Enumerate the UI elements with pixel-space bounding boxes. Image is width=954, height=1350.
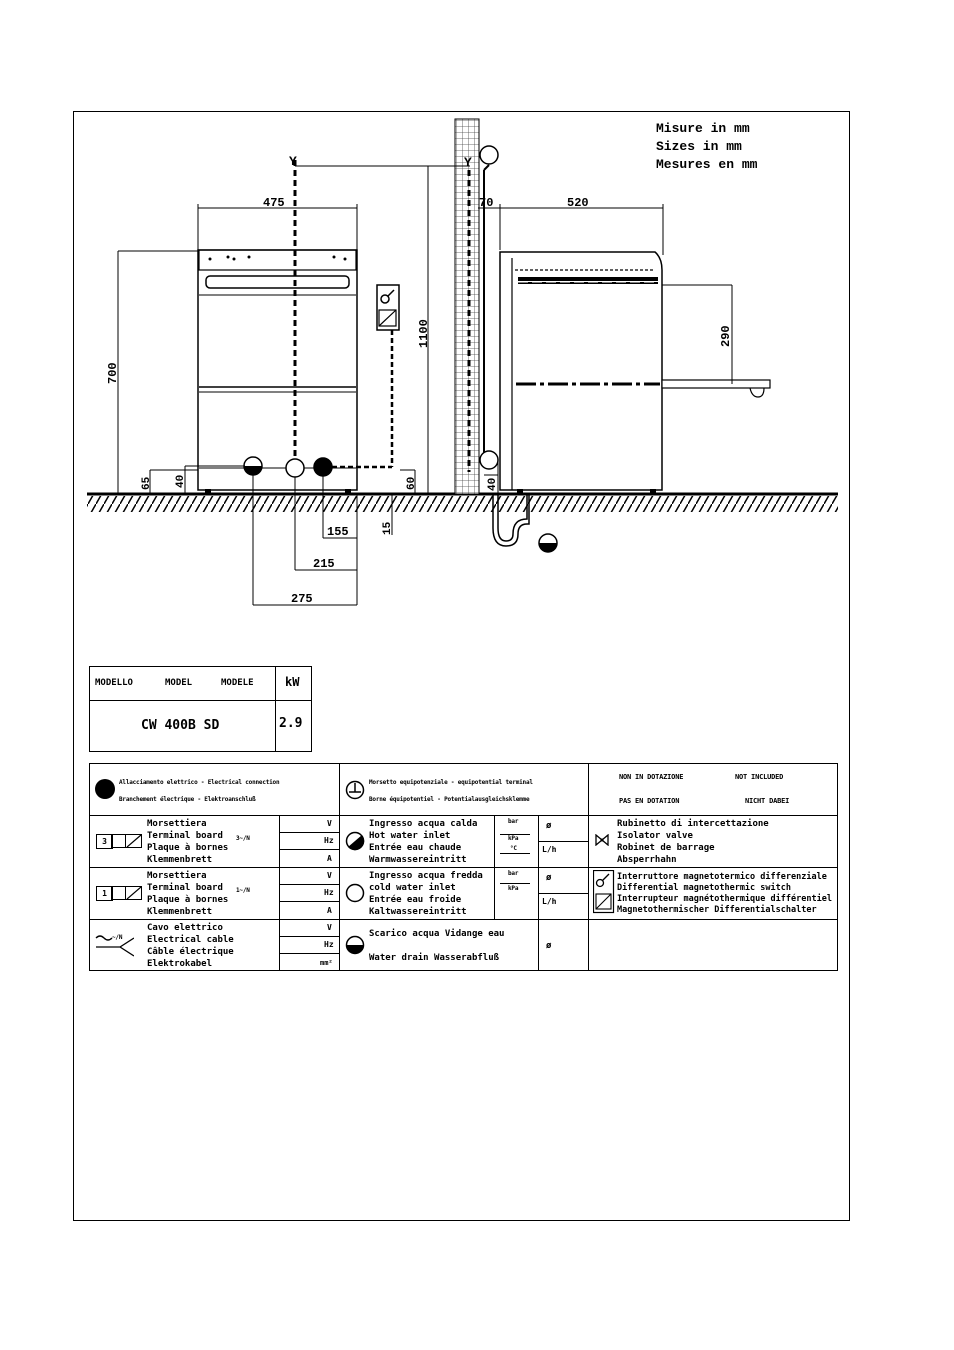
hot-water-it: Ingresso acqua calda	[369, 819, 478, 829]
isolator-valve-icon	[595, 834, 611, 846]
dim-40-side: 40	[487, 477, 499, 491]
wall-inlet-bottom	[480, 451, 498, 469]
valve-fr: Robinet de barrage	[617, 843, 715, 853]
hot-celsius: °C	[510, 845, 517, 852]
unit-a-1: A	[327, 854, 332, 863]
cold-diameter: ø	[546, 873, 552, 883]
wall-inlet-top	[480, 146, 498, 164]
dim-520: 520	[567, 196, 589, 210]
cable-fr: Câble électrique	[147, 947, 234, 957]
model-kw: 2.9	[279, 716, 303, 731]
hot-water-de: Warmwassereintritt	[369, 855, 467, 865]
drain-label-2: Water drain Wasserabfluß	[369, 953, 500, 963]
unit-v-3: V	[327, 923, 332, 932]
electrical-connection-icon	[94, 778, 116, 800]
cold-water-en: cold water inlet	[369, 883, 456, 893]
dim-60: 60	[406, 476, 418, 490]
drain-label-1: Scarico acqua Vidange eau	[369, 929, 505, 939]
water-drain-icon	[345, 935, 365, 955]
terminal-board-1-icon: 1	[96, 886, 113, 901]
equipotential-label-1: Morsetto equipotenziale - equipotential terminal	[369, 779, 533, 786]
measures-fr: Mesures en mm	[656, 157, 758, 172]
dim-215: 215	[313, 557, 335, 571]
axis-marker-side: Y	[464, 155, 472, 170]
equipotential-label-2: Borne équipotentiel - Potentialausgleichsklemme	[369, 796, 530, 803]
switch-it: Interruttore magnetotermico differenziale	[617, 872, 827, 882]
switch-fr: Interrupteur magnétothermique différentiel	[617, 894, 832, 904]
header-modello: MODELLO	[95, 678, 133, 688]
wall	[455, 119, 479, 494]
terminal-board-symbol-2	[111, 886, 143, 901]
dim-275: 275	[291, 592, 313, 606]
magnetothermic-switch-icon	[377, 285, 399, 330]
header-model: MODEL	[165, 678, 193, 688]
dim-15: 15	[382, 521, 394, 535]
tb1-label-en: Terminal board	[147, 831, 223, 841]
hot-water-fr: Entrée eau chaude	[369, 843, 462, 853]
front-view	[198, 250, 357, 493]
switch-en: Differential magnetothermic switch	[617, 883, 791, 893]
tb2-label-en: Terminal board	[147, 883, 223, 893]
side-view	[500, 252, 770, 493]
axis-marker-front: Y	[289, 154, 297, 169]
model-name: CW 400B SD	[141, 718, 220, 733]
cable-de: Elektrokabel	[147, 959, 213, 969]
unit-a-2: A	[327, 906, 332, 915]
differential-switch-icon	[593, 870, 615, 914]
dim-700: 700	[106, 362, 120, 384]
header-kw: kW	[285, 675, 300, 689]
terminal-board-symbol	[111, 834, 143, 849]
cold-bar: bar	[508, 870, 519, 877]
cold-water-it: Ingresso acqua fredda	[369, 871, 483, 881]
equipotential-icon	[345, 780, 365, 800]
drain-diameter: ø	[546, 941, 552, 951]
dim-475: 475	[263, 196, 285, 210]
terminal-board-3-icon: 3	[96, 834, 113, 849]
tb1-label-de: Klemmenbrett	[147, 855, 213, 865]
cable-it: Cavo elettrico	[147, 923, 223, 933]
hot-bar: bar	[508, 818, 519, 825]
unit-mm2: mm²	[320, 959, 333, 967]
cable-symbol: ~/N	[112, 934, 123, 941]
valve-it: Rubinetto di intercettazione	[617, 819, 769, 829]
not-included-fr: PAS EN DOTATION	[619, 797, 680, 805]
header-modele: MODELE	[221, 678, 254, 688]
cold-lh: L/h	[542, 897, 557, 906]
not-included-en: NOT INCLUDED	[735, 773, 784, 781]
cold-water-icon	[345, 883, 365, 903]
tb1-label-it: Morsettiera	[147, 819, 207, 829]
switch-de: Magnetothermischer Differentialschalter	[617, 905, 817, 915]
hot-water-en: Hot water inlet	[369, 831, 451, 841]
electrical-connection	[314, 458, 332, 476]
cable-en: Electrical cable	[147, 935, 234, 945]
dim-290: 290	[719, 325, 733, 347]
cold-water-connection	[286, 459, 304, 477]
unit-v-1: V	[327, 819, 332, 828]
cold-kpa: kPa	[508, 885, 519, 892]
cold-water-fr: Entrée eau froide	[369, 895, 462, 905]
legend-table	[89, 763, 838, 971]
hot-kpa: kPa	[508, 835, 519, 842]
tb2-label-de: Klemmenbrett	[147, 907, 213, 917]
dim-40-front: 40	[175, 474, 187, 488]
dim-70: 70	[479, 196, 494, 210]
valve-de: Absperrhahn	[617, 855, 677, 865]
not-included-it: NON IN DOTAZIONE	[619, 773, 684, 781]
tb2-label-fr: Plaque à bornes	[147, 895, 229, 905]
unit-hz-2: Hz	[324, 888, 334, 897]
not-included-de: NICHT DABEI	[745, 797, 790, 805]
unit-hz-1: Hz	[324, 836, 334, 845]
hot-lh: L/h	[542, 845, 557, 854]
tb1-phase: 3~/N	[236, 835, 250, 842]
elec-conn-label-1: Allacciamento elettrico - Electrical connection	[119, 779, 280, 786]
unit-hz-3: Hz	[324, 940, 334, 949]
dim-155: 155	[327, 525, 349, 539]
tb1-label-fr: Plaque à bornes	[147, 843, 229, 853]
tb2-label-it: Morsettiera	[147, 871, 207, 881]
floor-hatch	[87, 496, 838, 512]
unit-v-2: V	[327, 871, 332, 880]
dim-65: 65	[141, 476, 153, 490]
tb2-phase: 1~/N	[236, 887, 250, 894]
hot-diameter: ø	[546, 821, 552, 831]
valve-en: Isolator valve	[617, 831, 693, 841]
measures-en: Sizes in mm	[656, 139, 742, 154]
dim-1100: 1100	[417, 319, 431, 348]
measures-it: Misure in mm	[656, 121, 750, 136]
hot-water-icon	[345, 831, 365, 851]
model-table	[89, 666, 312, 752]
cold-water-de: Kaltwassereintritt	[369, 907, 467, 917]
elec-conn-label-2: Branchement électrique - Elektroanschluß	[119, 796, 256, 803]
